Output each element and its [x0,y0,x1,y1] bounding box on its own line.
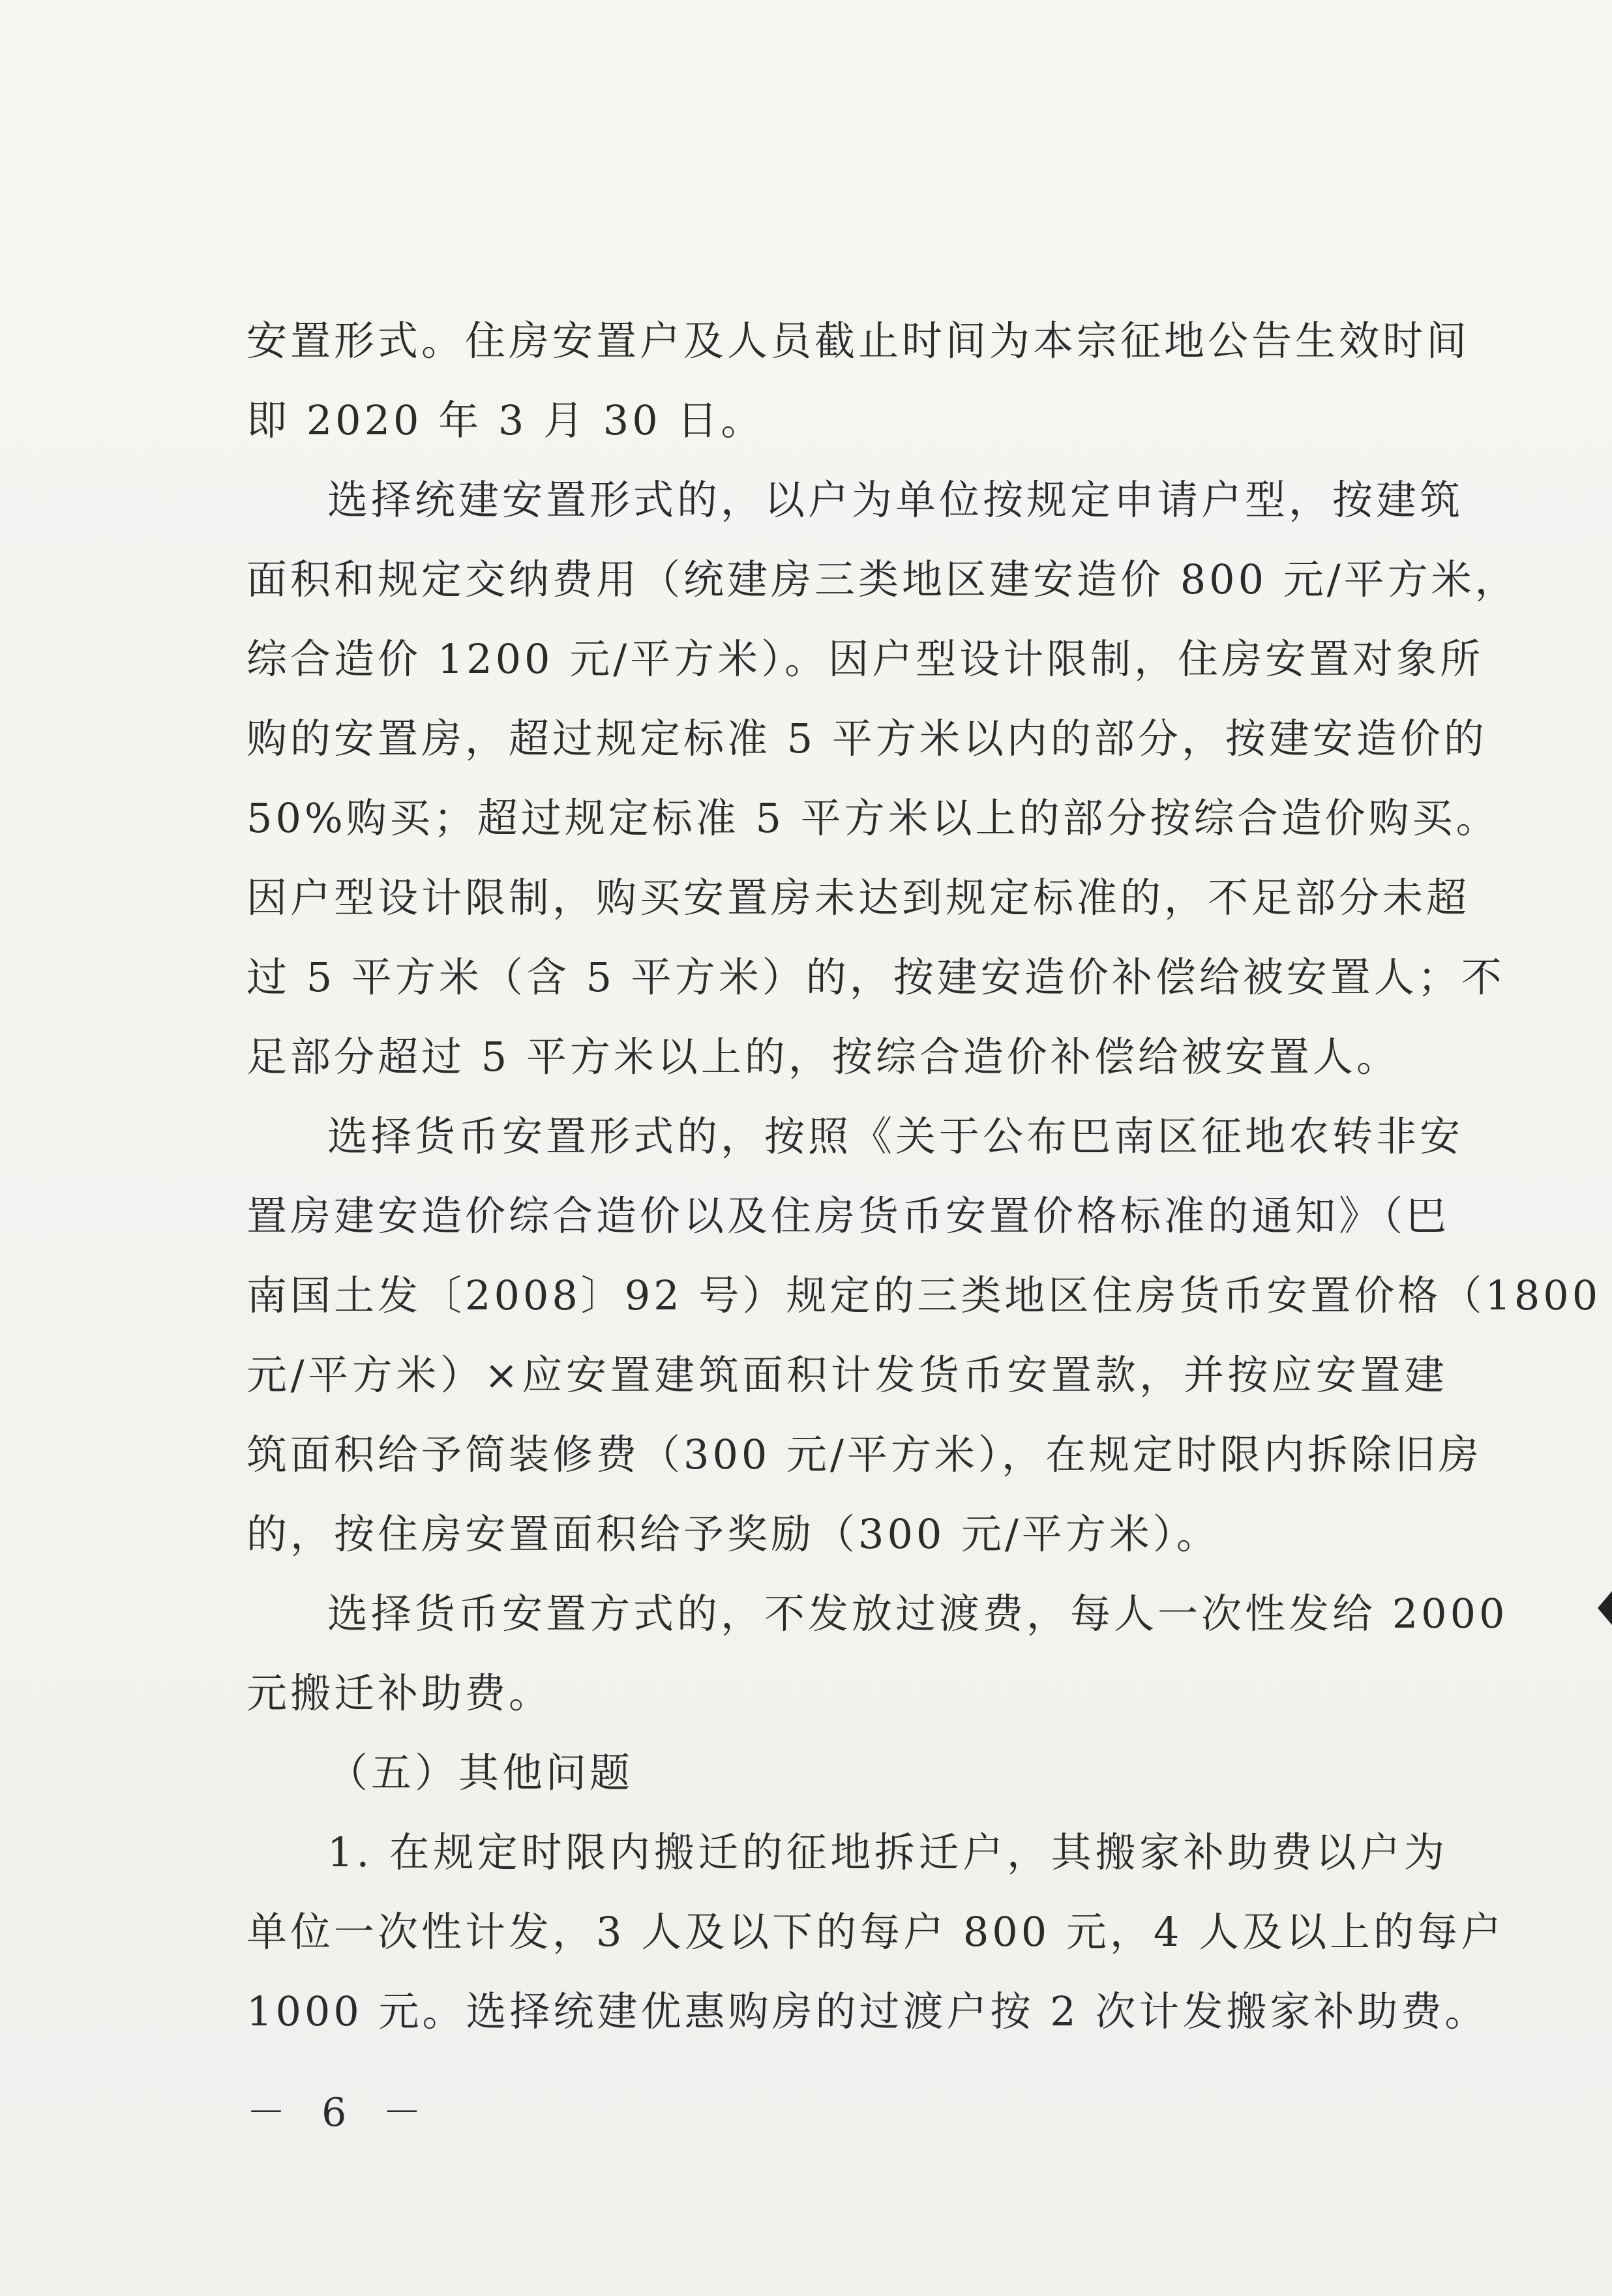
page-number: － 6 － [246,2090,434,2136]
text-line: 置房建安造价综合造价以及住房货币安置价格标准的通知》（巴 [246,1192,1450,1240]
text-line: 筑面积给予简装修费（300 元/平方米），在规定时限内拆除旧房 [246,1431,1482,1478]
paragraph-housing-cutoff [246,301,1470,460]
text-line: 即 2020 年 3 月 30 日。 [246,396,765,444]
text-line: 面积和规定交纳费用（统建房三类地区建安造价 800 元/平方米， [246,556,1519,603]
text-line: 单位一次性计发，3 人及以下的每户 800 元，4 人及以上的每户 [246,1908,1505,1956]
text-line: 选择货币安置形式的，按照《关于公布巴南区征地农转非安 [327,1112,1464,1160]
body-text [246,301,1602,2051]
text-line: 南国土发〔2008〕92 号）规定的三类地区住房货币安置价格（1800 [246,1272,1602,1319]
text-line: 综合造价 1200 元/平方米）。因户型设计限制，住房安置对象所 [246,635,1484,683]
text-line: 因户型设计限制，购买安置房未达到规定标准的，不足部分未超 [246,874,1470,921]
text-line: 1000 元。选择统建优惠购房的过渡户按 2 次计发搬家补助费。 [246,1988,1489,2035]
text-line: 选择统建安置形式的，以户为单位按规定申请户型，按建筑 [327,476,1464,524]
text-line: 选择货币安置方式的，不发放过渡费，每人一次性发给 2000 [327,1590,1508,1637]
text-line: 安置形式。住房安置户及人员截止时间为本宗征地公告生效时间 [246,317,1470,365]
paragraph-unified-construction [246,460,1519,1097]
text-line: 1. 在规定时限内搬迁的征地拆迁户，其搬家补助费以户为 [327,1828,1448,1876]
text-line: 足部分超过 5 平方米以上的，按综合造价补偿给被安置人。 [246,1033,1400,1081]
text-line: （五）其他问题 [327,1749,634,1797]
text-line: 50%购买；超过规定标准 5 平方米以上的部分按综合造价购买。 [246,794,1500,842]
paragraph-monetary-resettlement [246,1097,1602,1574]
scan-edge-mark-icon [1598,1591,1612,1625]
paragraph-relocation-subsidy [246,1574,1508,1733]
paragraph-moving-subsidy [246,1813,1505,2051]
text-line: 元搬迁补助费。 [246,1669,553,1717]
text-line: 购的安置房，超过规定标准 5 平方米以内的部分，按建安造价的 [246,715,1487,762]
text-line: 元/平方米）×应安置建筑面积计发货币安置款，并按应安置建 [246,1351,1448,1399]
section-heading-other-issues [246,1733,1448,1813]
text-line: 的，按住房安置面积给予奖励（300 元/平方米）。 [246,1510,1220,1558]
text-line: 过 5 平方米（含 5 平方米）的，按建安造价补偿给被安置人；不 [246,953,1505,1001]
